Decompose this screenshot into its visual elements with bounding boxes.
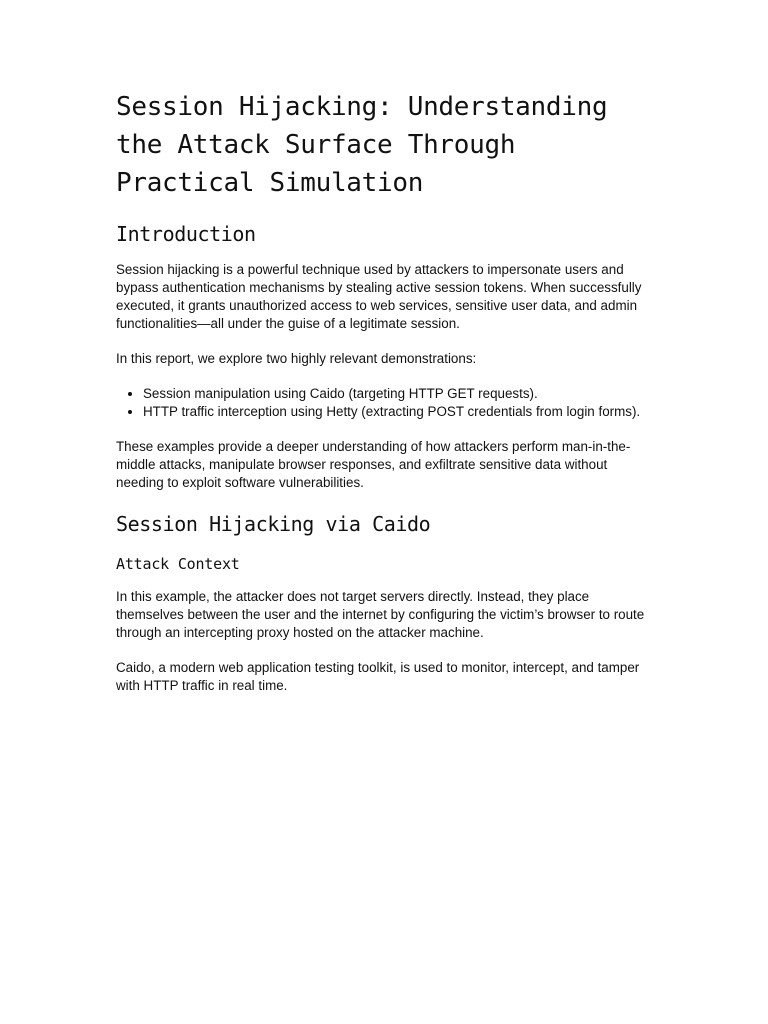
document-page [116,88,656,695]
intro-paragraph-1: Session hijacking is a powerful technique used by attackers to impersonate users and bypass authentication mechanisms by stealing active session tokens. When successfully executed, it grants unauthorized access to web services, sensitive user data, and admin functionalities—all under the guise of a legitimate session. [116,262,642,331]
list-item [143,385,656,403]
intro-paragraph-3: These examples provide a deeper understanding of how attackers perform man-in-the-middle attacks, manipulate browser responses, and exfiltrate sensitive data without needing to exploit software vulnerabilities. [116,439,631,490]
caido-paragraph-2: Caido, a modern web application testing toolkit, is used to monitor, intercept, and tamper with HTTP traffic in real time. [116,660,640,693]
demonstrations-list [116,385,656,421]
list-item [143,403,656,421]
introduction-heading: Introduction [116,222,256,246]
attack-context-subheading: Attack Context [116,555,240,573]
document-title: Session Hijacking: Understanding the Attack Surface Through Practical Simulation [116,92,608,198]
list-item-text: Session manipulation using Caido (targeting HTTP GET requests). [143,386,538,401]
caido-paragraph-1: In this example, the attacker does not target servers directly. Instead, they place themselves between the user and the internet by configuring the victim’s browser to route through an intercepting proxy hosted on the attacker machine. [116,589,645,640]
caido-section-heading: Session Hijacking via Caido [116,512,431,536]
list-item-text: HTTP traffic interception using Hetty (extracting POST credentials from login forms). [143,404,641,419]
intro-paragraph-2: In this report, we explore two highly relevant demonstrations: [116,351,477,366]
